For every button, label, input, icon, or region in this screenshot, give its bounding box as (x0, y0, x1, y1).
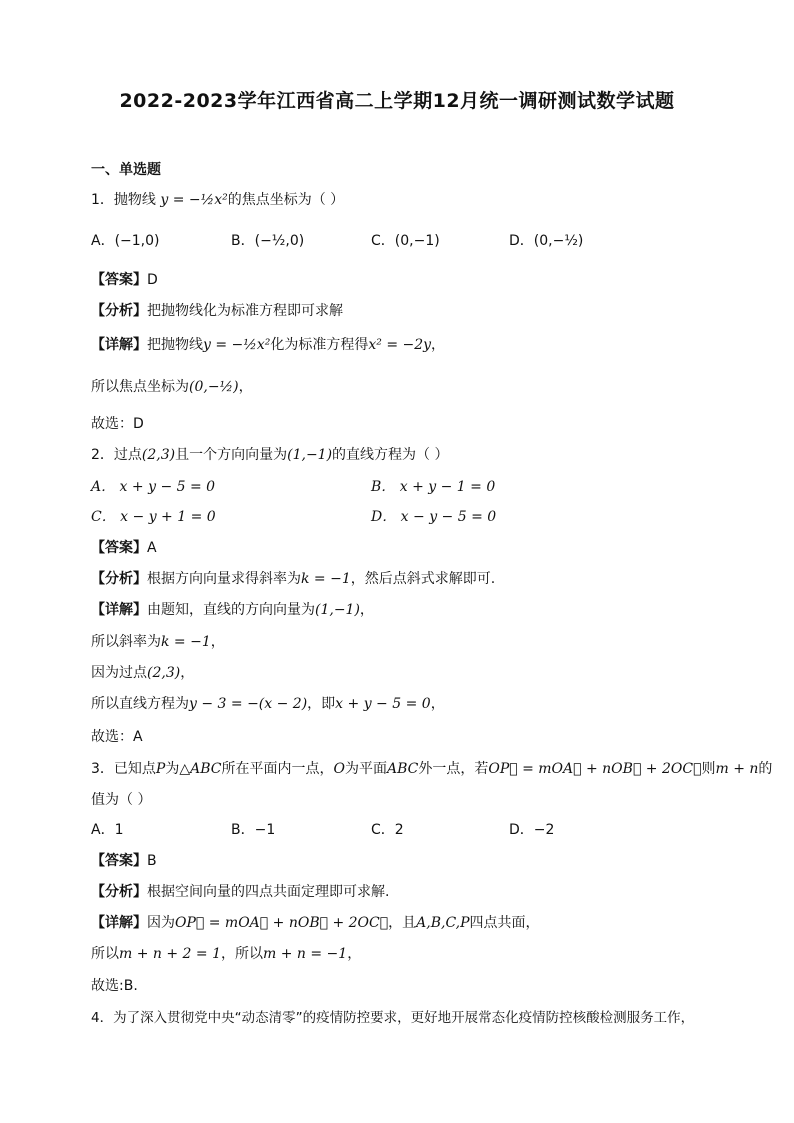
question-2-stem (91, 445, 449, 465)
q2-stem-text: 且一个方向向量为 (175, 447, 288, 463)
detail-text: ， (347, 946, 362, 962)
detail-text: 因为 (147, 915, 175, 931)
analysis-text: ，然后点斜式求解即可. (350, 571, 496, 587)
q3-stem-math: ABC (386, 761, 419, 777)
q3-option-a: A．1 (91, 822, 124, 838)
q1-choice: 故选：D (91, 416, 144, 432)
detail-tag: 【详解】 (91, 337, 147, 353)
q2-stem-math: (1,−1) (287, 447, 333, 463)
q3-detail (91, 913, 540, 933)
q1-option-b: B．(−½,0) (231, 233, 305, 249)
analysis-tag: 【分析】 (91, 571, 147, 587)
detail-text: 所以直线方程为 (91, 696, 189, 712)
analysis-text: 把抛物线化为标准方程即可求解 (147, 303, 343, 319)
question-3-stem (91, 759, 772, 779)
answer-tag: 【答案】 (91, 272, 147, 288)
q1-detail (91, 335, 445, 355)
detail-text: ，且 (388, 915, 417, 931)
analysis-tag: 【分析】 (91, 884, 147, 900)
q2-choice: 故选：A (91, 729, 143, 745)
answer-value: B (147, 853, 157, 869)
detail-math: (2,3) (147, 665, 181, 681)
q1-option-d: D．(0,−½) (509, 233, 584, 249)
q3-stem-math: m + n (715, 761, 759, 777)
q2-detail-line4 (91, 694, 445, 714)
analysis-tag: 【分析】 (91, 303, 147, 319)
q1-answer (91, 270, 158, 290)
q2-option-d: D． x − y − 5 = 0 (371, 509, 497, 525)
q1-stem-text: 1．抛物线 (91, 192, 161, 208)
q3-detail-line2 (91, 944, 361, 964)
q3-stem-text: 外一点，若 (418, 761, 489, 777)
detail-text: 由题知，直线的方向向量为 (147, 602, 315, 618)
q2-option-b: B． x + y − 1 = 0 (371, 479, 496, 495)
question-1-stem (91, 190, 344, 210)
q3-stem-text: 为 (165, 761, 180, 777)
q3-analysis (91, 882, 389, 902)
answer-value: D (147, 272, 158, 288)
detail-text: ，即 (307, 696, 336, 712)
detail-text: 所以 (91, 946, 119, 962)
q3-stem-text: 为平面 (344, 761, 387, 777)
detail-math: y − 3 = −(x − 2) (189, 696, 308, 712)
detail-math: y = −½x² (203, 337, 271, 353)
q3-answer (91, 851, 157, 871)
q3-stem-line2: 值为（ ） (91, 792, 152, 808)
q1-option-c: C．(0,−1) (371, 233, 440, 249)
detail-math: OP⃗ = mOA⃗ + nOB⃗ + 2OC⃗ (175, 915, 389, 931)
answer-value: A (147, 540, 157, 556)
detail-text: ， (180, 665, 195, 681)
q2-stem-math: (2,3) (141, 447, 176, 463)
q1-stem-math: y = −½x² (160, 192, 228, 208)
q2-detail (91, 600, 374, 620)
analysis-text: 根据方向向量求得斜率为 (147, 571, 301, 587)
detail-text: 所以焦点坐标为 (91, 379, 189, 395)
detail-math: x + y − 5 = 0 (335, 696, 431, 712)
q3-stem-math: O (333, 761, 345, 777)
detail-math: m + n + 2 = 1 (119, 946, 221, 962)
q3-option-c: C．2 (371, 822, 404, 838)
q3-stem-math: △ABC (179, 761, 222, 777)
q1-stem-text: 的焦点坐标为（ ） (227, 192, 345, 208)
q3-choice: 故选:B. (91, 978, 138, 994)
detail-text: ， (359, 602, 374, 618)
detail-text: 化为标准方程得 (270, 337, 369, 353)
q1-detail-line2 (91, 377, 253, 397)
question-4-stem: 4．为了深入贯彻党中央“动态清零”的疫情防控要求，更好地开展常态化疫情防控核酸检测服务工作， (91, 1010, 695, 1026)
detail-math: m + n = −1 (263, 946, 348, 962)
q2-detail-line3 (91, 663, 194, 683)
q3-stem-math: OP⃗ = mOA⃗ + nOB⃗ + 2OC⃗ (488, 761, 702, 777)
q2-stem-text: 的直线方程为（ ） (332, 447, 449, 463)
detail-math: (1,−1) (315, 602, 360, 618)
detail-text: ， (430, 696, 445, 712)
detail-math: x² = −2y (368, 337, 432, 353)
q3-stem-text: 的 (758, 761, 773, 777)
q3-option-b: B．−1 (231, 822, 276, 838)
q1-analysis (91, 301, 343, 321)
q3-stem-text: 所在平面内一点， (221, 761, 334, 777)
detail-tag: 【详解】 (91, 602, 147, 618)
detail-math: k = −1 (161, 634, 211, 650)
detail-text: ， (210, 634, 225, 650)
q3-option-d: D．−2 (509, 822, 555, 838)
analysis-math: k = −1 (301, 571, 351, 587)
q2-option-a: A． x + y − 5 = 0 (91, 479, 216, 495)
q3-stem-text: 则 (701, 761, 716, 777)
answer-tag: 【答案】 (91, 853, 147, 869)
detail-text: ，所以 (221, 946, 263, 962)
analysis-text: 根据空间向量的四点共面定理即可求解. (147, 884, 390, 900)
detail-math: A,B,C,P (416, 915, 470, 931)
section-heading: 一、单选题 (91, 162, 161, 178)
detail-tag: 【详解】 (91, 915, 147, 931)
detail-text: 四点共面， (469, 915, 540, 931)
detail-text: ， (431, 337, 446, 353)
detail-text: ， (238, 379, 253, 395)
q2-answer (91, 538, 157, 558)
answer-tag: 【答案】 (91, 540, 147, 556)
q3-stem-math: P (155, 761, 166, 777)
detail-text: 因为过点 (91, 665, 147, 681)
detail-text: 把抛物线 (147, 337, 203, 353)
q2-option-c: C． x − y + 1 = 0 (91, 509, 216, 525)
q2-detail-line2 (91, 632, 225, 652)
q1-option-a: A．(−1,0) (91, 233, 160, 249)
page-title: 2022-2023学年江西省高二上学期12月统一调研测试数学试题 (119, 90, 675, 112)
detail-math: (0,−½) (189, 379, 239, 395)
q3-stem-text: 3．已知点 (91, 761, 156, 777)
q2-analysis (91, 569, 495, 589)
q2-stem-text: 2．过点 (91, 447, 142, 463)
detail-text: 所以斜率为 (91, 634, 161, 650)
